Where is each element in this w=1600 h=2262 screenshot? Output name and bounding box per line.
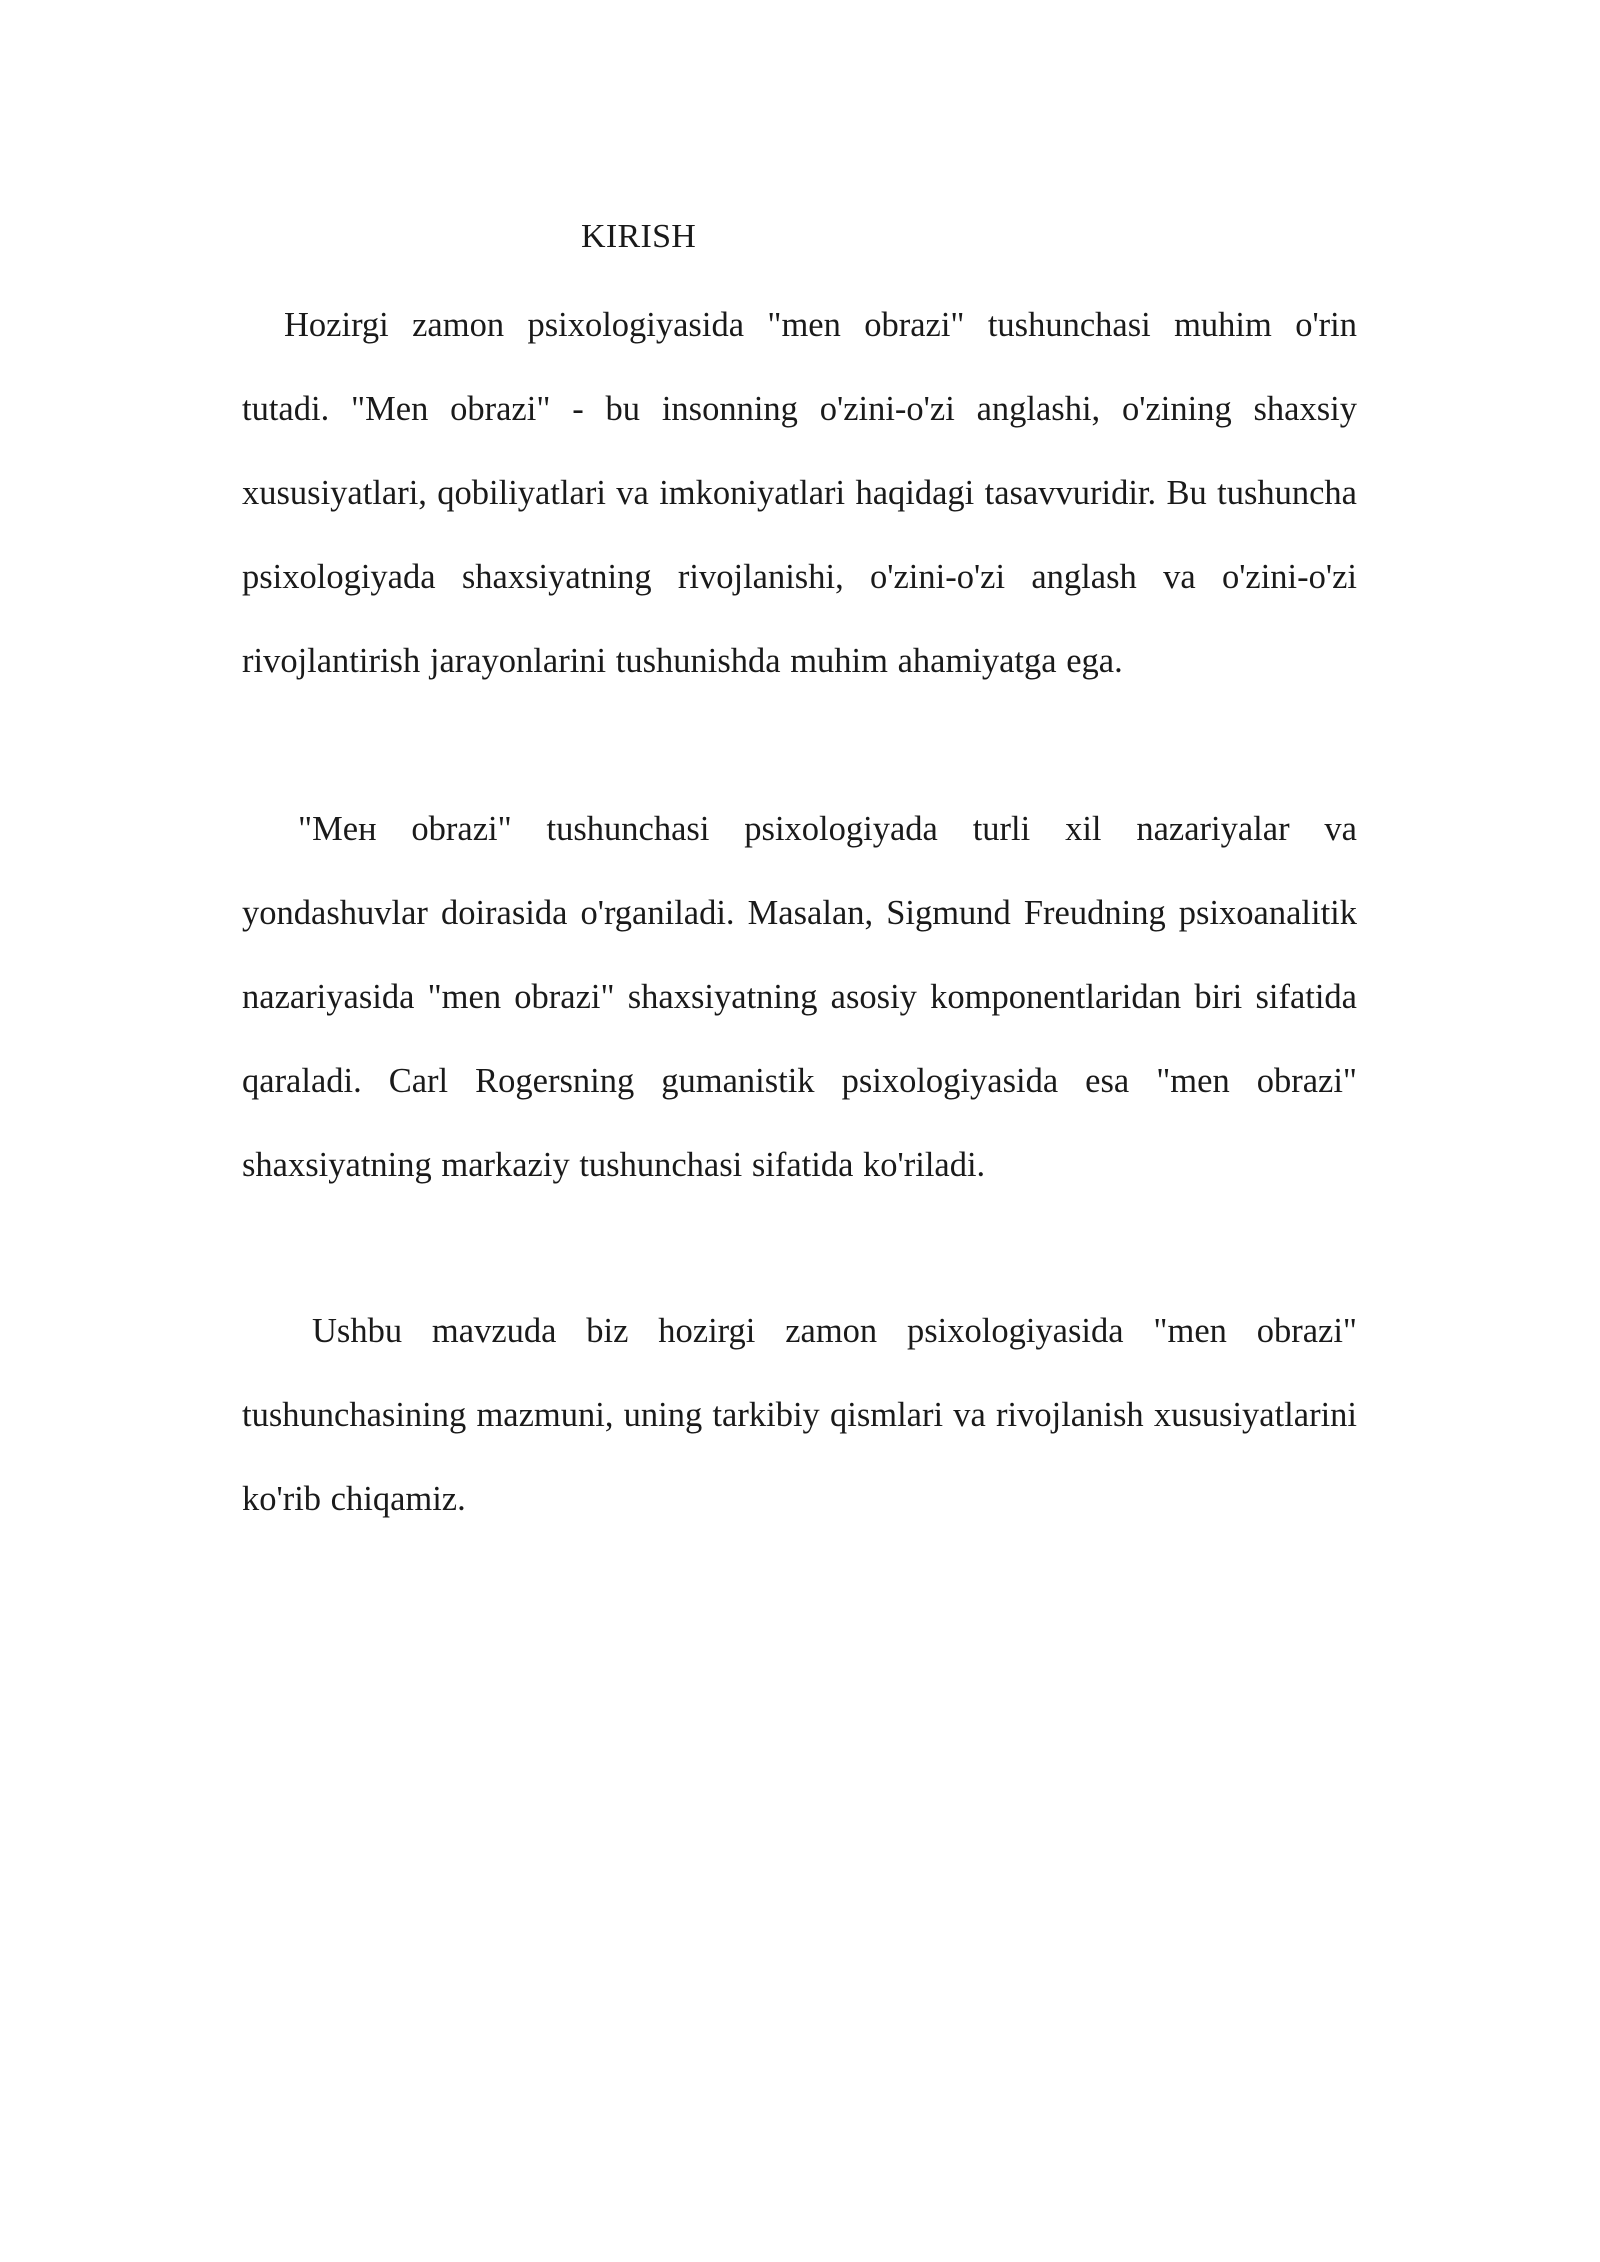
section-heading: KIRISH bbox=[581, 218, 697, 255]
paragraph-3: Ushbu mavzuda biz hozirgi zamon psixologiyasida "men obrazi" tushunchasining mazmuni, uning tarkibiy qismlari va rivojlanish xususiyatlarini ko'rib chiqamiz. bbox=[242, 1312, 1357, 1518]
document-body bbox=[242, 205, 1357, 1541]
paragraph-2: "Meн obrazi" tushunchasi psixologiyada turli xil nazariyalar va yondashuvlar doirasida o'rganiladi. Masalan, Sigmund Freudning psixoanalitik nazariyasida "men obrazi" shaxsiyatning asosiy komponentlaridan biri sifatida qaraladi. Carl Rogersning gumanistik psixologiyasida esa "men obrazi" shaxsiyatning markaziy tushunchasi sifatida ko'riladi. bbox=[242, 810, 1357, 1184]
paragraph-1: Hozirgi zamon psixologiyasida "men obrazi" tushunchasi muhim o'rin tutadi. "Men obrazi" - bu insonning o'zini-o'zi anglashi, o'zining shaxsiy xususiyatlari, qobiliyatlari va imkoniyatlari haqidagi tasavvuridir. Bu tushuncha psixologiyada shaxsiyatning rivojlanishi, o'zini-o'zi anglash va o'zini-o'zi rivojlantirish jarayonlarini tushunishda muhim ahamiyatga ega. bbox=[242, 306, 1357, 680]
